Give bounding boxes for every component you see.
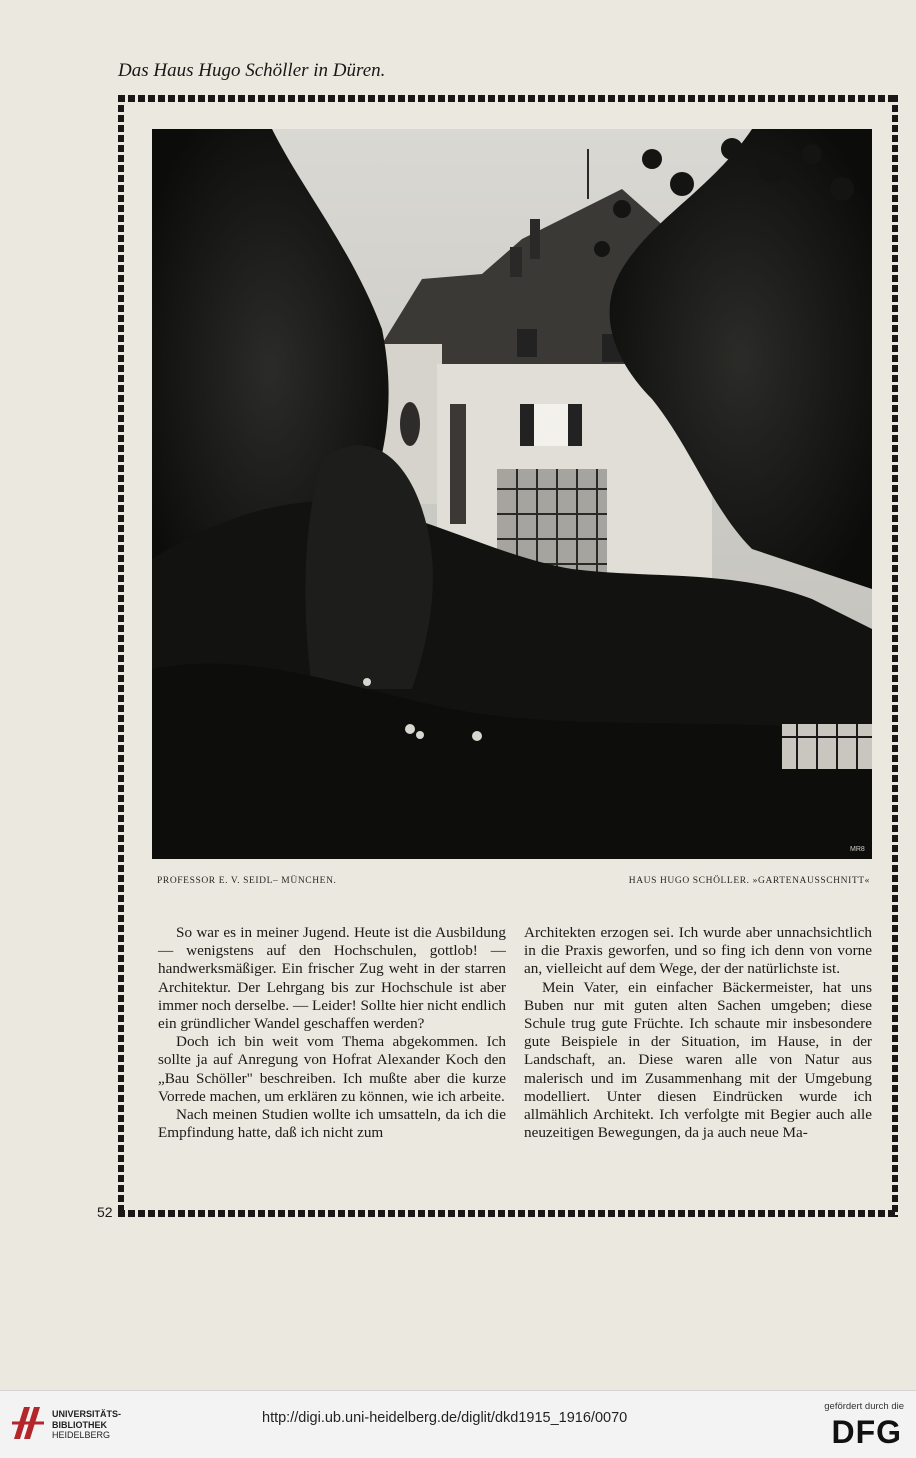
text-column-right — [524, 924, 872, 1142]
photo-caption-left: PROFESSOR E. V. SEIDL– MÜNCHEN. — [157, 876, 337, 886]
institution-line: BIBLIOTHEK — [52, 1419, 107, 1430]
dfg-logo: DFG — [831, 1414, 902, 1450]
institution-line: UNIVERSITÄTS- — [52, 1409, 122, 1419]
text-column-left — [158, 924, 506, 1142]
running-head: Das Haus Hugo Schöller in Düren. — [118, 60, 386, 81]
institution-line: HEIDELBERG — [52, 1430, 111, 1440]
decorative-border-bottom — [118, 1210, 898, 1217]
viewer-footer — [0, 1390, 916, 1458]
decorative-border-right — [892, 95, 898, 1217]
funding-label: gefördert durch die — [824, 1401, 904, 1412]
house-garden-photograph — [152, 129, 872, 859]
paragraph: Nach meinen Studien wollte ich umsatteln, da ich die Empfindung hatte, daß ich nicht zum — [158, 1106, 506, 1142]
photo-caption-right: HAUS HUGO SCHÖLLER. »GARTENAUSSCHNITT« — [628, 876, 870, 886]
permalink-url[interactable]: http://digi.ub.uni-heidelberg.de/diglit/dkd1915_1916/0070 — [262, 1410, 628, 1426]
paragraph: So war es in meiner Jugend. Heute ist die Ausbildung — wenigstens auf den Hochschulen, gottlob! — handwerksmäßiger. Ein frischer Zug weht in der starren Architektur. Der Lehrgang bis zur Hochschule ist aber immer noch derselbe. — Leider! Sollte hier nicht endlich ein gründlicher Wandel geschaffen werden? — [158, 924, 506, 1033]
page-number: 52 — [97, 1204, 113, 1220]
university-logo-icon — [10, 1403, 46, 1443]
photo-monogram: MR8 — [850, 846, 865, 853]
decorative-border-left — [118, 95, 124, 1217]
paragraph: Doch ich bin weit vom Thema abgekommen. Ich sollte ja auf Anregung von Hofrat Alexander Koch den „Bau Schöller" beschreiben. Ich mußte aber die kurze Vorrede machen, um erklären zu können, wie ich arbeite. — [158, 1033, 506, 1105]
institution-name — [52, 1409, 121, 1441]
paragraph: Architekten erzogen sei. Ich wurde aber unnachsichtlich in die Praxis geworfen, und so fing ich denn von vorne an, vielleicht auf dem Wege, der der natürlichste ist. — [524, 924, 872, 978]
paragraph: Mein Vater, ein einfacher Bäckermeister, hat uns Buben nur mit guten alten Sachen umgeben; diese Schule trug gute Früchte. Ich schaute mir insbesondere gute Beispiele in der Situation, im Hause, in der Landschaft, an. Diese waren alle von Natur aus malerisch und im Zusammenhang mit der Umgebung modelliert. Unter diesen Eindrücken wurde ich allmählich Architekt. Ich verfolgte mit Begier auch alle neuzeitigen Bewegungen, da ja auch neue Ma- — [524, 978, 872, 1142]
decorative-border-top — [118, 95, 898, 102]
photo-illustration — [152, 129, 872, 859]
